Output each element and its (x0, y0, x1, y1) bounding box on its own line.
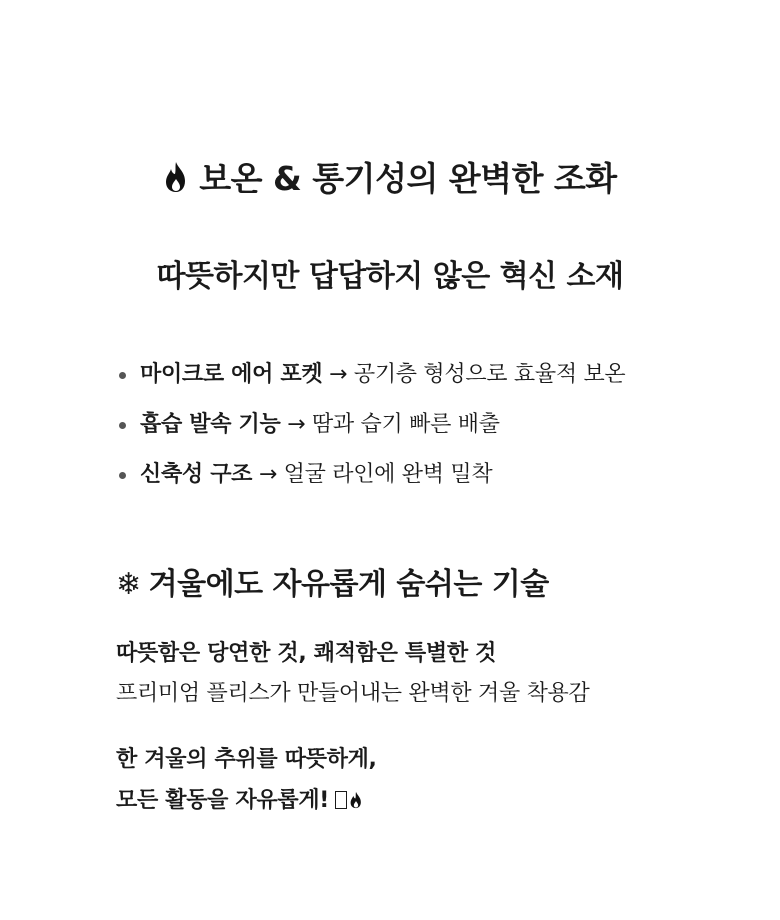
closing-line-2-text: 모든 활동을 자유롭게! (116, 788, 330, 813)
feature-name: 신축성 구조 (140, 462, 253, 487)
missing-glyph-icon (335, 791, 347, 809)
snowflake-icon: ❄ (116, 567, 141, 602)
closing-line-2 (116, 784, 363, 820)
list-item (116, 405, 625, 455)
fire-icon (349, 786, 363, 820)
page-title (0, 156, 780, 205)
bullet-icon (119, 372, 126, 379)
section-heading-text: 겨울에도 자유롭게 숨쉬는 기술 (148, 567, 549, 602)
feature-name: 마이크로 에어 포켓 (140, 362, 323, 387)
list-item (116, 455, 625, 505)
section-line: 프리미엄 플리스가 만들어내는 완벽한 겨울 착용감 (116, 681, 590, 706)
bullet-icon (119, 472, 126, 479)
feature-name: 흡습 발속 기능 (140, 412, 281, 437)
list-item (116, 355, 625, 405)
feature-list (116, 355, 625, 505)
section-bold-line: 따뜻함은 당연한 것, 쾌적함은 특별한 것 (116, 641, 497, 666)
bullet-icon (119, 422, 126, 429)
fire-icon (163, 159, 189, 205)
feature-desc: → 얼굴 라인에 완벽 밀착 (252, 462, 493, 487)
feature-desc: → 공기층 형성으로 효율적 보온 (322, 362, 626, 387)
closing-line-1: 한 겨울의 추위를 따뜻하게, (116, 747, 377, 772)
feature-desc: → 땀과 습기 빠른 배출 (280, 412, 500, 437)
title-text: 보온 & 통기성의 완벽한 조화 (199, 159, 617, 198)
subtitle: 따뜻하지만 답답하지 않은 혁신 소재 (156, 259, 624, 294)
section-heading (116, 562, 549, 608)
